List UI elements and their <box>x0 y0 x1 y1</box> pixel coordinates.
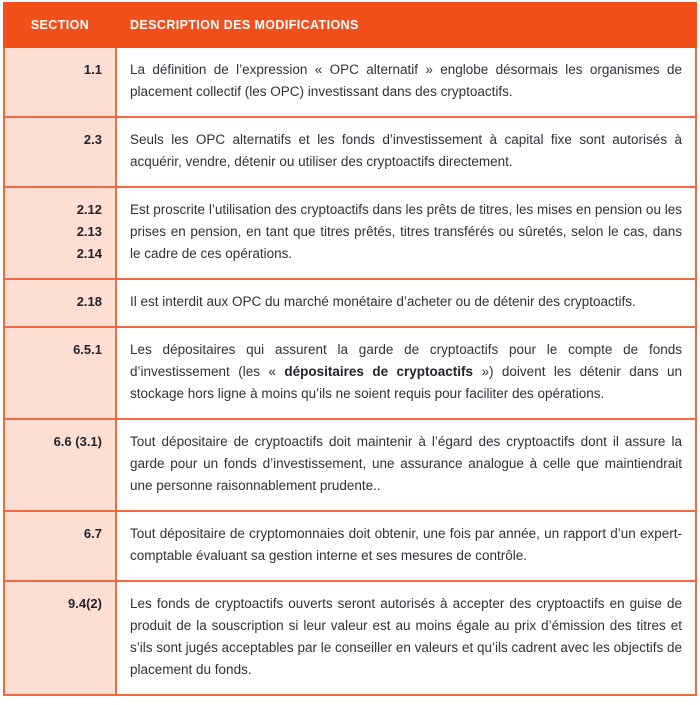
section-cell <box>4 117 116 187</box>
description-cell <box>116 419 696 511</box>
section-number: 2.3 <box>83 132 102 147</box>
section-cell <box>4 327 116 419</box>
description-text: ») doivent les détenir dans un stockage hors ligne à moins qu’ils ne soient requis pour faciliter des opérations. <box>130 364 683 401</box>
table-row <box>4 187 696 279</box>
section-cell <box>4 581 116 695</box>
description-text: Seuls les OPC alternatifs et les fonds d’investissement à capital fixe sont autorisés à acquérir, vendre, détenir ou utiliser des cryptoactifs directement. <box>130 132 682 169</box>
description-cell <box>116 327 696 419</box>
description-text: Tout dépositaire de cryptoactifs doit maintenir à l’égard des cryptoactifs dont il assure la garde pour un fonds d’investissement, une assurance analogue à celle que maintiendrait une personne raisonnablement prudente.. <box>130 434 682 493</box>
section-cell <box>4 279 116 327</box>
table-row <box>4 327 696 419</box>
description-text: Les dépositaires qui assurent la garde de cryptoactifs pour le compte de fonds d’investissement (les « <box>130 342 682 379</box>
description-text: La définition de l’expression « OPC alternatif » englobe désormais les organismes de placement collectif (les OPC) investissant dans des cryptoactifs. <box>130 62 682 99</box>
column-header-description: DESCRIPTION DES MODIFICATIONS <box>116 3 696 47</box>
description-cell <box>116 511 696 581</box>
table-row <box>4 511 696 581</box>
table-header <box>4 3 696 47</box>
section-number: 6.7 <box>83 526 102 541</box>
description-text: Est proscrite l’utilisation des cryptoactifs dans les prêts de titres, les mises en pension ou les prises en pension, en tant que titres prêtés, titres transférés ou sûretés, selon le cas, dans le cadre de ces opérations. <box>130 202 682 261</box>
section-cell <box>4 419 116 511</box>
section-cell <box>4 47 116 117</box>
description-cell <box>116 47 696 117</box>
description-cell <box>116 581 696 695</box>
section-number: 2.12 <box>76 202 102 217</box>
section-number: 9.4(2) <box>68 596 102 611</box>
section-number: 2.14 <box>76 246 102 261</box>
table-row <box>4 419 696 511</box>
section-number: 6.5.1 <box>73 342 102 357</box>
table-row <box>4 279 696 327</box>
modifications-table <box>3 2 697 696</box>
table-body <box>4 47 696 695</box>
description-text: Il est interdit aux OPC du marché monétaire d’acheter ou de détenir des cryptoactifs. <box>130 294 636 309</box>
table-row <box>4 581 696 695</box>
description-cell <box>116 117 696 187</box>
section-number: 2.13 <box>76 224 102 239</box>
table-row <box>4 117 696 187</box>
section-cell <box>4 187 116 279</box>
description-cell <box>116 279 696 327</box>
description-text: Tout dépositaire de cryptomonnaies doit obtenir, une fois par année, un rapport d’un expert-comptable évaluant sa gestion interne et ses mesures de contrôle. <box>130 526 682 563</box>
table-row <box>4 47 696 117</box>
description-cell <box>116 187 696 279</box>
header-row <box>4 3 696 47</box>
description-text: Les fonds de cryptoactifs ouverts seront autorisés à accepter des cryptoactifs en guise de produit de la souscription si leur valeur est au moins égale au prix d’émission des titres et s’ils sont jugés acceptables par le conseiller en valeurs et qu’ils cadrent avec les objectifs de placement du fonds. <box>130 596 682 677</box>
column-header-section: SECTION <box>4 3 116 47</box>
description-bold-text: dépositaires de cryptoactifs <box>284 364 474 379</box>
section-number: 6.6 (3.1) <box>53 434 102 449</box>
section-number: 2.18 <box>76 294 102 309</box>
section-number: 1.1 <box>83 62 102 77</box>
section-cell <box>4 511 116 581</box>
